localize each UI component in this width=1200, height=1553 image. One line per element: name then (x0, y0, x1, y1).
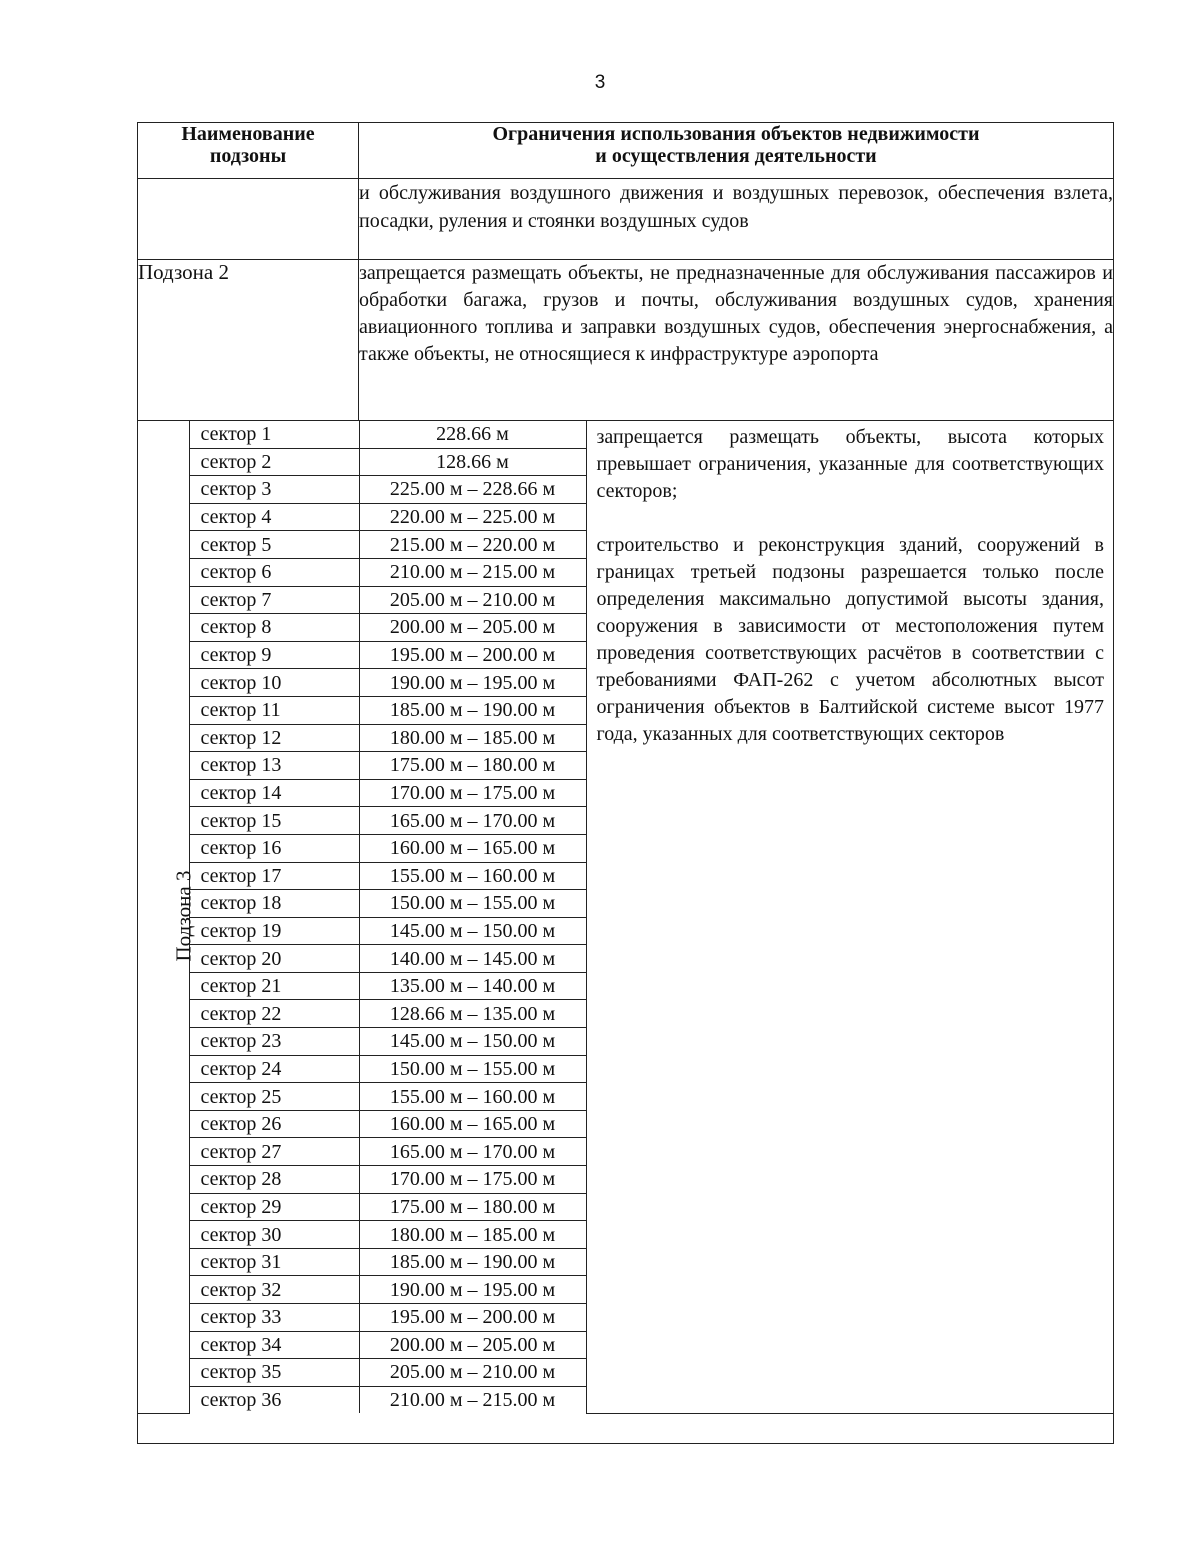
sector-name: сектор 31 (189, 1248, 359, 1276)
sector-height: 128.66 м – 135.00 м (359, 1000, 586, 1028)
sector-height: 160.00 м – 165.00 м (359, 834, 586, 862)
sector-height: 190.00 м – 195.00 м (359, 1276, 586, 1304)
sector-name: сектор 23 (189, 1028, 359, 1056)
sector-name: сектор 36 (189, 1386, 359, 1413)
restrictions-table (137, 122, 1114, 1444)
sector-height: 135.00 м – 140.00 м (359, 972, 586, 1000)
sector-name: сектор 9 (189, 641, 359, 669)
sector-name: сектор 15 (189, 807, 359, 835)
sector-height: 175.00 м – 180.00 м (359, 1193, 586, 1221)
header-col2-line2: и осуществления деятельности (595, 145, 877, 167)
sector-name: сектор 16 (189, 834, 359, 862)
sector-height: 155.00 м – 160.00 м (359, 862, 586, 890)
sector-height: 145.00 м – 150.00 м (359, 917, 586, 945)
sector-name: сектор 11 (189, 696, 359, 724)
sector-height: 150.00 м – 155.00 м (359, 1055, 586, 1083)
sector-name: сектор 20 (189, 945, 359, 973)
sector-height: 140.00 м – 145.00 м (359, 945, 586, 973)
sector-name: сектор 28 (189, 1166, 359, 1194)
continuation-text: и обслуживания воздушного движения и воздушных перевозок, обеспечения взлета, посадки, руления и стоянки воздушных судов (359, 179, 1114, 260)
header-restrictions (359, 123, 1114, 179)
sector-name: сектор 34 (189, 1331, 359, 1359)
sector-height: 195.00 м – 200.00 м (359, 1304, 586, 1332)
paragraph-gap (597, 505, 1105, 532)
sector-height: 170.00 м – 175.00 м (359, 779, 586, 807)
zone3-block (138, 421, 1114, 1444)
header-col1-line1: Наименование (181, 123, 315, 145)
sector-height: 165.00 м – 170.00 м (359, 1138, 586, 1166)
zone2-name: Подзона 2 (138, 260, 359, 421)
sector-name: сектор 10 (189, 669, 359, 697)
sector-name: сектор 27 (189, 1138, 359, 1166)
sector-height: 210.00 м – 215.00 м (359, 1386, 586, 1413)
sector-height: 225.00 м – 228.66 м (359, 476, 586, 504)
zone3-restriction (586, 421, 1114, 1413)
sector-name: сектор 24 (189, 1055, 359, 1083)
zone3-name: Подзона 3 (171, 870, 196, 962)
sector-name: сектор 5 (189, 531, 359, 559)
sector-height: 150.00 м – 155.00 м (359, 890, 586, 918)
sector-height: 220.00 м – 225.00 м (359, 503, 586, 531)
continuation-row (138, 179, 1114, 260)
sector-name: сектор 17 (189, 862, 359, 890)
sector-height: 200.00 м – 205.00 м (359, 1331, 586, 1359)
sector-height: 195.00 м – 200.00 м (359, 641, 586, 669)
sector-height: 155.00 м – 160.00 м (359, 1083, 586, 1111)
zone3-name-cell (138, 421, 196, 1413)
sector-name: сектор 7 (189, 586, 359, 614)
header-col1-line2: подзоны (209, 145, 287, 167)
sector-name: сектор 1 (189, 421, 359, 448)
zone3-row (138, 421, 1114, 1444)
sector-name: сектор 14 (189, 779, 359, 807)
sector-height: 185.00 м – 190.00 м (359, 1248, 586, 1276)
sector-height: 180.00 м – 185.00 м (359, 724, 586, 752)
zone2-row (138, 260, 1114, 421)
sector-name: сектор 30 (189, 1221, 359, 1249)
sector-row (138, 421, 1114, 448)
sector-height: 205.00 м – 210.00 м (359, 586, 586, 614)
sector-name: сектор 18 (189, 890, 359, 918)
sector-height: 190.00 м – 195.00 м (359, 669, 586, 697)
header-subzone-name (138, 123, 359, 179)
sector-name: сектор 29 (189, 1193, 359, 1221)
sector-height: 185.00 м – 190.00 м (359, 696, 586, 724)
sector-name: сектор 19 (189, 917, 359, 945)
sector-height: 165.00 м – 170.00 м (359, 807, 586, 835)
sector-height: 210.00 м – 215.00 м (359, 558, 586, 586)
sector-name: сектор 33 (189, 1304, 359, 1332)
sector-height: 128.66 м (359, 448, 586, 476)
sector-name: сектор 3 (189, 476, 359, 504)
sector-height: 175.00 м – 180.00 м (359, 752, 586, 780)
sector-height: 170.00 м – 175.00 м (359, 1166, 586, 1194)
zone3-restriction-paragraph-1: запрещается размещать объекты, высота которых превышает ограничения, указанные для соответствующих секторов; (596, 426, 1104, 502)
sector-name: сектор 2 (189, 448, 359, 476)
sector-name: сектор 21 (189, 972, 359, 1000)
sector-name: сектор 13 (189, 752, 359, 780)
sector-name: сектор 8 (189, 614, 359, 642)
sector-name: сектор 12 (189, 724, 359, 752)
sector-name: сектор 22 (189, 1000, 359, 1028)
sector-name: сектор 25 (189, 1083, 359, 1111)
sector-name: сектор 35 (189, 1359, 359, 1387)
sector-name: сектор 32 (189, 1276, 359, 1304)
sector-height: 180.00 м – 185.00 м (359, 1221, 586, 1249)
sector-height: 160.00 м – 165.00 м (359, 1110, 586, 1138)
zone2-restriction: запрещается размещать объекты, не предназначенные для обслуживания пассажиров и обработки багажа, грузов и почты, обслуживания воздушных судов, хранения авиационного топлива и заправки воздушных судов, обеспечения энергоснабжения, а также объекты, не относящиеся к инфраструктуре аэропорта (359, 260, 1114, 421)
continuation-name-cell (138, 179, 359, 260)
sector-height: 205.00 м – 210.00 м (359, 1359, 586, 1387)
page-number: 3 (594, 72, 606, 93)
sector-height: 215.00 м – 220.00 м (359, 531, 586, 559)
sector-name: сектор 26 (189, 1110, 359, 1138)
header-row (138, 123, 1114, 179)
sector-height: 200.00 м – 205.00 м (359, 614, 586, 642)
sector-height: 228.66 м (359, 421, 586, 448)
zone3-sectors-table (138, 421, 1114, 1414)
sector-name: сектор 6 (189, 558, 359, 586)
header-col2-line1: Ограничения использования объектов недвижимости (492, 123, 980, 145)
sector-name: сектор 4 (189, 503, 359, 531)
zone3-restriction-paragraph-2: строительство и реконструкция зданий, сооружений в границах третьей подзоны разрешается только после определения максимально допустимой высоты здания, сооружения в зависимости от местоположения путем проведения соответствующих расчётов в соответствии с требованиями ФАП-262 с учетом абсолютных высот ограничения объектов в Балтийской системе высот 1977 года, указанных для соответствующих секторов (596, 534, 1104, 745)
sector-height: 145.00 м – 150.00 м (359, 1028, 586, 1056)
